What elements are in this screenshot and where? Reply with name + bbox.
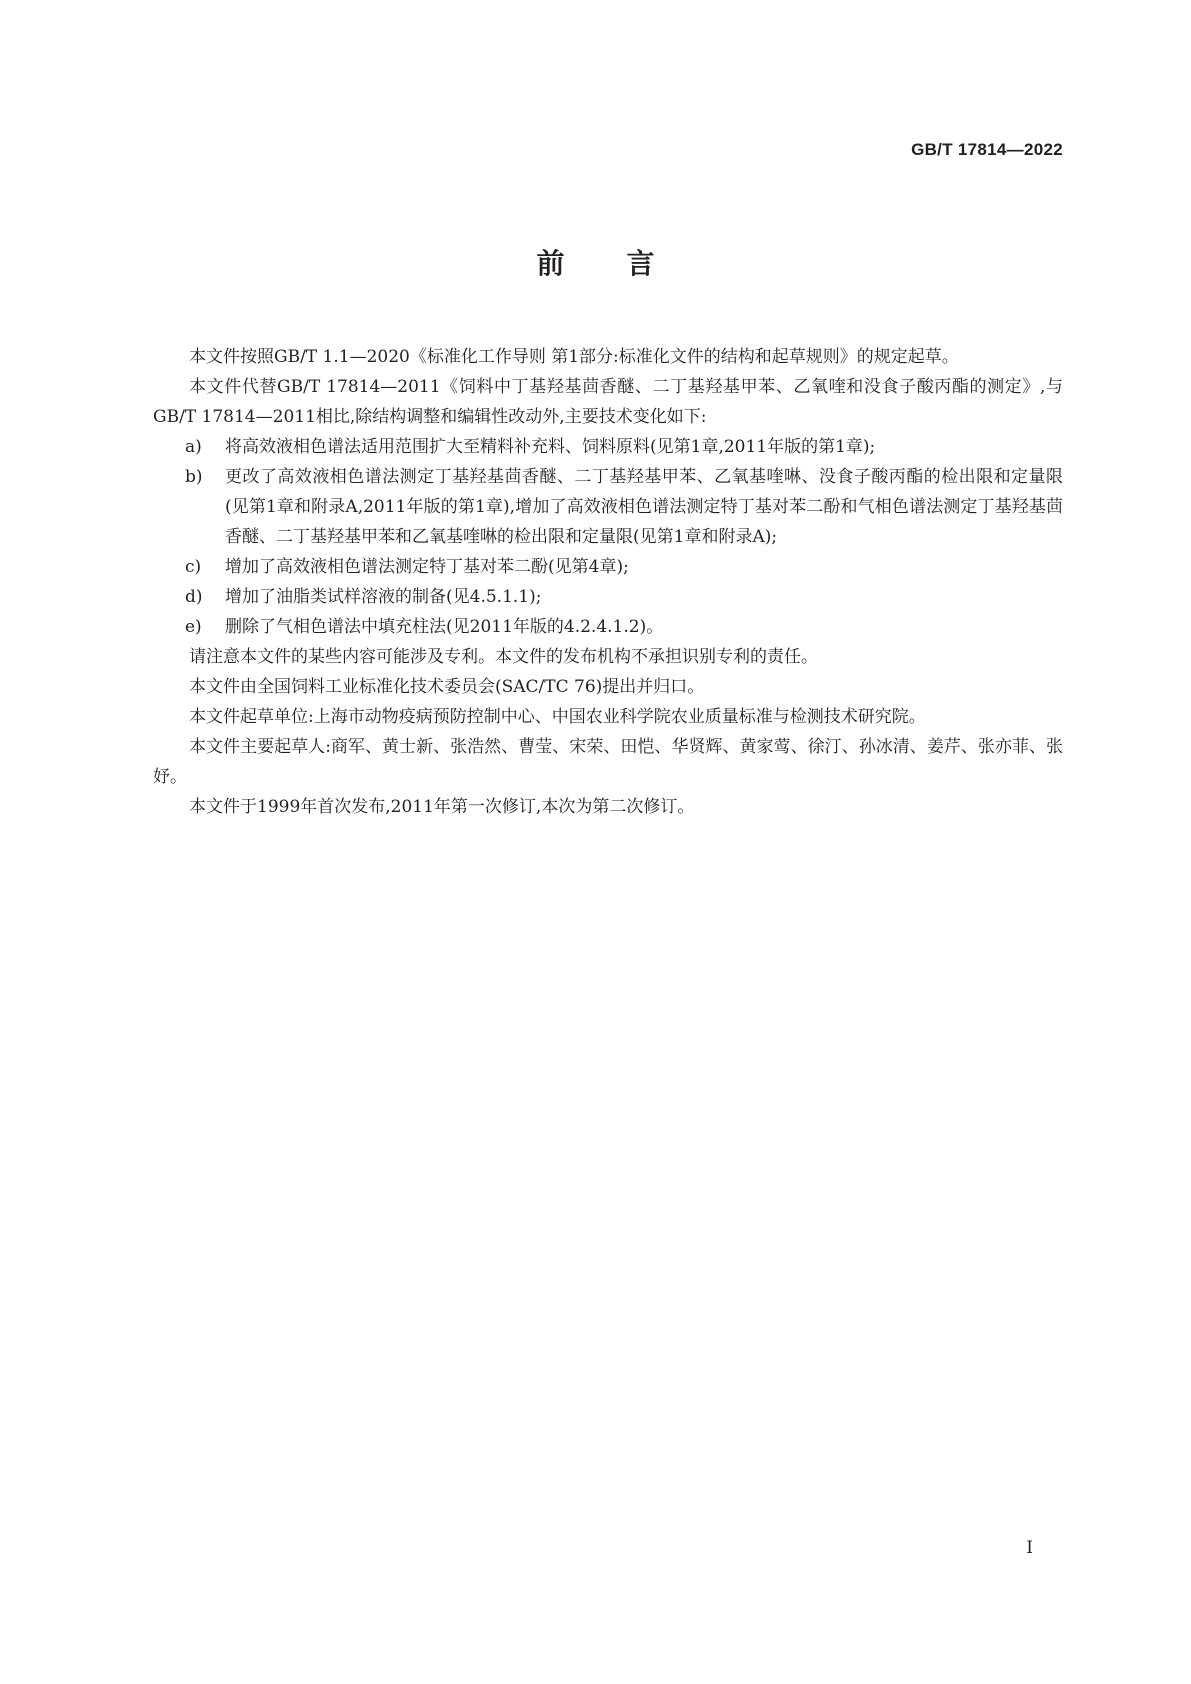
page-number: I [1026, 1538, 1033, 1558]
list-item-label: a) [185, 437, 202, 457]
list-item-text: 增加了高效液相色谱法测定特丁基对苯二酚(见第4章); [225, 557, 629, 577]
page-title: 前言 [536, 247, 717, 280]
list-item-label: b) [185, 467, 203, 487]
paragraph-patent-notice: 请注意本文件的某些内容可能涉及专利。本文件的发布机构不承担识别专利的责任。 [189, 647, 818, 667]
list-item [153, 462, 1063, 552]
list-item-label: e) [185, 617, 202, 637]
paragraph-proposed-by: 本文件由全国饲料工业标准化技术委员会(SAC/TC 76)提出并归口。 [189, 677, 705, 697]
list-item-text: 将高效液相色谱法适用范围扩大至精料补充料、饲料原料(见第1章,2011年版的第1章); [225, 437, 876, 457]
paragraph-drafters: 本文件主要起草人:商军、黄士新、张浩然、曹莹、宋荣、田恺、华贤辉、黄家莺、徐汀、孙冰清、姜芹、张亦菲、张妤。 [153, 737, 1063, 787]
document-body [153, 342, 1063, 822]
paragraph-replaces-standard: 本文件代替GB/T 17814—2011《饲料中丁基羟基茴香醚、二丁基羟基甲苯、乙氧喹和没食子酸丙酯的测定》,与GB/T 17814—2011相比,除结构调整和编辑性改动外,主要技术变化如下: [153, 377, 1063, 427]
list-item-label: d) [185, 587, 203, 607]
list-item-text: 增加了油脂类试样溶液的制备(见4.5.1.1); [225, 587, 542, 607]
list-item [153, 582, 1063, 612]
paragraph-drafting-rules: 本文件按照GB/T 1.1—2020《标准化工作导则 第1部分:标准化文件的结构和起草规则》的规定起草。 [189, 347, 959, 367]
standard-code: GB/T 17814—2022 [911, 140, 1063, 159]
list-item-text: 删除了气相色谱法中填充柱法(见2011年版的4.2.4.1.2)。 [225, 617, 664, 637]
list-item [153, 612, 1063, 642]
list-item [153, 432, 1063, 462]
changes-list [153, 432, 1063, 642]
list-item-label: c) [185, 557, 202, 577]
list-item [153, 552, 1063, 582]
list-item-text: 更改了高效液相色谱法测定丁基羟基茴香醚、二丁基羟基甲苯、乙氧基喹啉、没食子酸丙酯的检出限和定量限(见第1章和附录A,2011年版的第1章),增加了高效液相色谱法测定特丁基对苯二酚和气相色谱法测定丁基羟基茴香醚、二丁基羟基甲苯和乙氧基喹啉的检出限和定量限(见第1章和附录A); [225, 467, 1063, 547]
paragraph-drafting-units: 本文件起草单位:上海市动物疫病预防控制中心、中国农业科学院农业质量标准与检测技术研究院。 [189, 707, 926, 727]
paragraph-publication-history: 本文件于1999年首次发布,2011年第一次修订,本次为第二次修订。 [189, 797, 695, 817]
